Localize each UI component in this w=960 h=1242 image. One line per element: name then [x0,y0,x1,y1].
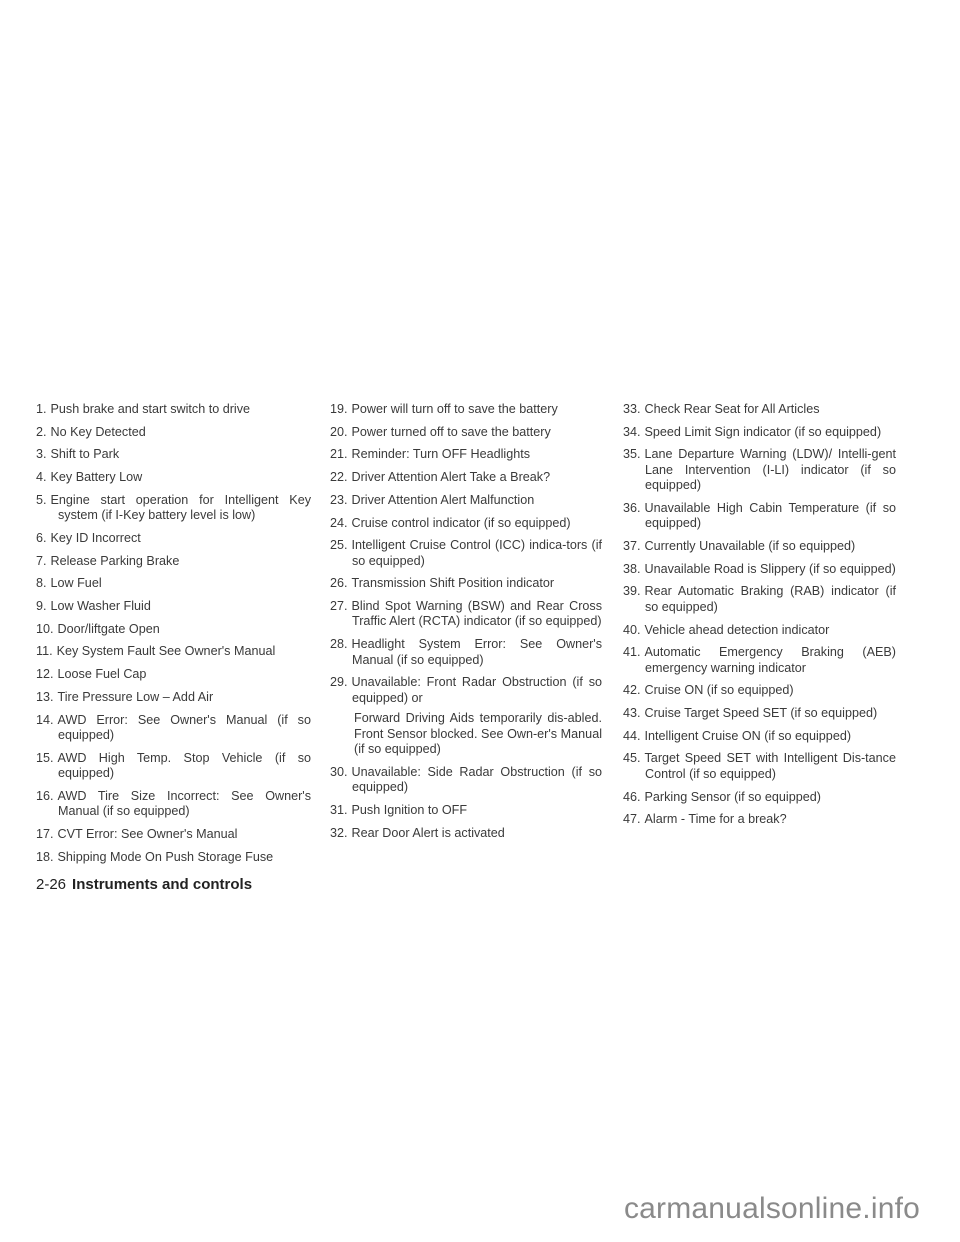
item-text: Reminder: Turn OFF Headlights [351,447,530,462]
item-text: Key System Fault See Owner's Manual [56,644,276,659]
item-number: 17. [36,826,54,841]
list-item [36,425,311,440]
item-number: 43. [623,706,641,721]
list-item [330,425,602,440]
list-item [36,622,311,637]
list-item [36,789,311,820]
item-number: 30. [330,764,348,779]
item-text: Vehicle ahead detection indicator [644,622,830,637]
item-number: 7. [36,553,47,568]
section-title: Instruments and controls [72,876,253,893]
item-text: Target Speed SET with Intelligent Dis-tance Control (if so equipped) [644,751,896,781]
list-item [623,584,896,615]
list-column-1 [36,402,311,872]
item-number: 18. [36,849,54,864]
list-item [36,827,311,842]
item-number: 44. [623,728,641,743]
item-number: 23. [330,492,348,507]
item-text: Shift to Park [50,447,120,462]
list-item [36,470,311,485]
item-number: 39. [623,584,641,599]
item-number: 26. [330,576,348,591]
item-number: 40. [623,622,641,637]
list-item [36,402,311,417]
item-number: 45. [623,751,641,766]
item-text: AWD Tire Size Incorrect: See Owner's Manual (if so equipped) [57,788,311,819]
item-number: 14. [36,712,54,727]
list-item [623,539,896,554]
list-item [623,683,896,698]
item-number: 37. [623,539,641,554]
list-item [330,576,602,591]
item-text: Intelligent Cruise Control (ICC) indica-tors (if so equipped) [351,538,602,568]
list-item [330,538,602,569]
list-item [330,470,602,485]
item-number: 46. [623,789,641,804]
list-item [36,667,311,682]
item-number: 31. [330,802,348,817]
item-text: Unavailable Road is Slippery (if so equipped) [644,561,896,576]
item-text: Push brake and start switch to drive [50,402,251,416]
item-text: Automatic Emergency Braking (AEB) emergency warning indicator [644,645,896,675]
list-item [623,790,896,805]
item-number: 38. [623,561,641,576]
item-text: AWD Error: See Owner's Manual (if so equipped) [57,712,311,742]
item-text: Transmission Shift Position indicator [351,576,555,591]
item-number: 22. [330,470,348,485]
item-number: 33. [623,402,641,416]
item-text: Cruise control indicator (if so equipped) [351,515,571,530]
list-item [623,751,896,782]
item-number: 8. [36,576,47,591]
list-item [623,729,896,744]
item-number: 21. [330,447,348,462]
item-text: Door/liftgate Open [57,621,160,636]
item-number: 10. [36,621,54,636]
list-item [36,690,311,705]
item-number: 41. [623,645,641,660]
item-text: Power turned off to save the battery [351,424,551,439]
page-footer [36,876,252,894]
list-column-3 [623,402,896,835]
list-item [36,751,311,782]
item-number: 9. [36,599,47,614]
list-item [623,812,896,827]
item-text: Unavailable High Cabin Temperature (if so equipped) [644,500,896,531]
list-item [330,675,602,706]
item-text: Low Fuel [50,576,102,591]
item-text: Rear Automatic Braking (RAB) indicator (if so equipped) [644,584,896,614]
list-item [36,531,311,546]
list-item [36,850,311,865]
item-number: 27. [330,599,348,614]
item-number: 36. [623,500,641,515]
item-text: Headlight System Error: See Owner's Manual (if so equipped) [351,637,602,667]
list-item [623,425,896,440]
item-number: 6. [36,530,47,545]
list-item [36,554,311,569]
list-item [623,402,896,417]
item-number: 12. [36,667,54,682]
item-text: Key Battery Low [50,470,143,485]
item-text: Lane Departure Warning (LDW)/ Intelli-gent Lane Intervention (I-LI) indicator (if so equipped) [644,447,896,493]
list-item [330,402,602,417]
item-text: Blind Spot Warning (BSW) and Rear Cross Traffic Alert (RCTA) indicator (if so equipped) [351,599,602,629]
item-number: 47. [623,812,641,827]
item-text: Alarm - Time for a break? [644,812,787,827]
list-column-2 [330,402,602,848]
item-text: Key ID Incorrect [50,530,141,545]
list-item [36,644,311,659]
item-number: 1. [36,402,47,416]
item-text: Driver Attention Alert Malfunction [351,492,535,507]
list-item [330,516,602,531]
item-number: 34. [623,424,641,439]
list-item [330,599,602,630]
item-text: Shipping Mode On Push Storage Fuse [57,849,274,864]
item-number: 32. [330,825,348,840]
item-text: Unavailable: Front Radar Obstruction (if so equipped) or [351,675,602,705]
item-text: Intelligent Cruise ON (if so equipped) [644,728,852,743]
list-item [623,706,896,721]
item-text: Cruise Target Speed SET (if so equipped) [644,706,878,721]
list-item [330,803,602,818]
list-item [36,447,311,462]
item-number: 2. [36,424,47,439]
item-text: Release Parking Brake [50,553,180,568]
item-text: Check Rear Seat for All Articles [644,402,820,416]
item-text: Loose Fuel Cap [57,667,147,682]
item-number: 28. [330,637,348,652]
item-text: Driver Attention Alert Take a Break? [351,470,551,485]
list-item [330,637,602,668]
watermark: carmanualsonline.info [623,1192,920,1225]
item-text: Parking Sensor (if so equipped) [644,789,821,804]
item-text: CVT Error: See Owner's Manual [57,826,238,841]
item-number: 5. [36,492,47,507]
item-text: Power will turn off to save the battery [351,402,558,416]
item-text: Rear Door Alert is activated [351,825,505,840]
list-item [330,765,602,796]
item-number: 15. [36,750,54,765]
list-item [623,501,896,532]
page-number: 2-26 [36,876,67,893]
item-number: 16. [36,788,54,803]
item-text: AWD High Temp. Stop Vehicle (if so equipped) [57,750,311,781]
item-text: Currently Unavailable (if so equipped) [644,539,856,554]
item-text: Speed Limit Sign indicator (if so equipped) [644,424,882,439]
list-item [623,562,896,577]
item-number: 20. [330,424,348,439]
item-number: 25. [330,538,348,553]
item-number: 42. [623,683,641,698]
item-number: 3. [36,447,47,462]
item-text: Low Washer Fluid [50,599,151,614]
item-text: Push Ignition to OFF [351,802,468,817]
item-number: 24. [330,515,348,530]
item-number: 13. [36,689,54,704]
item-number: 29. [330,675,348,690]
list-item [36,599,311,614]
list-item [623,623,896,638]
list-item [330,493,602,508]
list-item [36,713,311,744]
item-number: 35. [623,447,641,462]
list-item [330,447,602,462]
item-text: No Key Detected [50,424,146,439]
list-item [330,826,602,841]
list-item [36,493,311,524]
item-number: 11. [36,644,53,659]
list-item [36,576,311,591]
item-continuation: Forward Driving Aids temporarily dis-abled. Front Sensor blocked. See Own-er's Manual (if so equipped) [354,711,602,757]
list-item [623,645,896,676]
item-text: Cruise ON (if so equipped) [644,683,794,698]
item-text: Tire Pressure Low – Add Air [57,689,214,704]
list-item [623,447,896,493]
item-number: 19. [330,402,348,416]
item-number: 4. [36,470,47,485]
item-text: Engine start operation for Intelligent Key system (if I-Key battery level is low) [50,492,311,523]
item-text: Unavailable: Side Radar Obstruction (if so equipped) [351,764,602,795]
